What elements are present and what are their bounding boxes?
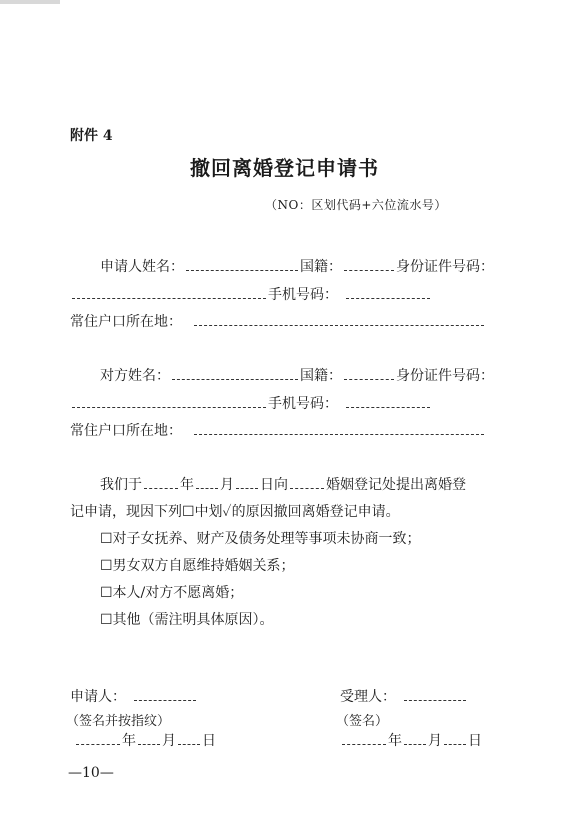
other-party-residence-field[interactable] <box>194 423 484 435</box>
document-title: 撤回离婚登记申请书 <box>190 156 379 180</box>
applicant-signature-label: 申请人： <box>70 689 126 705</box>
page-number: —10— <box>68 765 114 781</box>
applicant-date-year-label: 年 <box>122 733 136 749</box>
other-party-name-row <box>100 367 494 385</box>
reason-item-3[interactable]: ☐本人/对方不愿离婚； <box>100 585 244 601</box>
other-party-phone-label: 手机号码： <box>268 396 338 412</box>
statement-year-label: 年 <box>180 477 194 493</box>
applicant-signature-row <box>70 688 198 706</box>
other-party-name-field[interactable] <box>172 368 298 380</box>
applicant-date-day-label: 日 <box>202 733 216 749</box>
applicant-name-label: 申请人姓名： <box>100 259 184 275</box>
statement-year-field[interactable] <box>144 477 178 489</box>
scan-edge-mark <box>0 0 60 4</box>
receiver-signature-row <box>340 688 468 706</box>
other-party-residence-row <box>70 422 486 440</box>
applicant-residence-label: 常住户口所在地： <box>70 314 182 330</box>
receiver-signature-label: 受理人： <box>340 689 396 705</box>
statement-month-field[interactable] <box>196 477 218 489</box>
receiver-date-day-field[interactable] <box>444 733 466 745</box>
reason-item-4[interactable]: ☐其他（需注明具体原因）。 <box>100 612 274 628</box>
statement-line-2: 记申请，现因下列☐中划✓的原因撤回离婚登记申请。 <box>70 504 400 520</box>
applicant-phone-field[interactable] <box>346 287 430 299</box>
statement-month-label: 月 <box>220 477 234 493</box>
statement-day-label: 日向 <box>260 477 288 493</box>
attachment-label: 附件 4 <box>70 128 113 144</box>
receiver-date-month-field[interactable] <box>404 733 426 745</box>
other-party-residence-label: 常住户口所在地： <box>70 423 182 439</box>
applicant-nationality-label: 国籍： <box>300 259 342 275</box>
receiver-date-year-field[interactable] <box>342 733 386 745</box>
reason-item-1[interactable]: ☐对子女抚养、财产及债务处理等事项未协商一致； <box>100 531 421 547</box>
applicant-nationality-field[interactable] <box>344 259 394 271</box>
applicant-residence-row <box>70 313 486 331</box>
applicant-date-month-label: 月 <box>162 733 176 749</box>
other-party-id-label: 身份证件号码： <box>396 368 494 384</box>
applicant-name-field[interactable] <box>186 259 298 271</box>
statement-line-1 <box>100 476 466 494</box>
serial-number-note: （NO：区划代码+六位流水号） <box>265 198 447 212</box>
receiver-date-row <box>340 732 482 750</box>
applicant-name-row <box>100 258 494 276</box>
applicant-residence-field[interactable] <box>194 314 484 326</box>
applicant-date-year-field[interactable] <box>76 733 120 745</box>
applicant-date-day-field[interactable] <box>178 733 200 745</box>
statement-office-field[interactable] <box>290 477 324 489</box>
applicant-signature-field[interactable] <box>134 689 196 701</box>
applicant-date-row <box>74 732 216 750</box>
applicant-id-field[interactable] <box>72 287 266 299</box>
other-party-nationality-field[interactable] <box>344 368 394 380</box>
receiver-date-month-label: 月 <box>428 733 442 749</box>
other-party-id-row <box>70 395 432 413</box>
other-party-name-label: 对方姓名： <box>100 368 170 384</box>
statement-office-text: 婚姻登记处提出离婚登 <box>326 477 466 493</box>
other-party-phone-field[interactable] <box>346 396 430 408</box>
statement-day-field[interactable] <box>236 477 258 489</box>
other-party-nationality-label: 国籍： <box>300 368 342 384</box>
applicant-date-month-field[interactable] <box>138 733 160 745</box>
applicant-id-row <box>70 286 432 304</box>
other-party-id-field[interactable] <box>72 396 266 408</box>
statement-we-on: 我们于 <box>100 477 142 493</box>
receiver-signature-note: （签名） <box>336 714 389 729</box>
reason-item-2[interactable]: ☐男女双方自愿维持婚姻关系； <box>100 558 295 574</box>
receiver-date-day-label: 日 <box>468 733 482 749</box>
applicant-signature-note: （签名并按指纹） <box>66 714 171 729</box>
receiver-signature-field[interactable] <box>404 689 466 701</box>
applicant-phone-label: 手机号码： <box>268 287 338 303</box>
receiver-date-year-label: 年 <box>388 733 402 749</box>
applicant-id-label: 身份证件号码： <box>396 259 494 275</box>
